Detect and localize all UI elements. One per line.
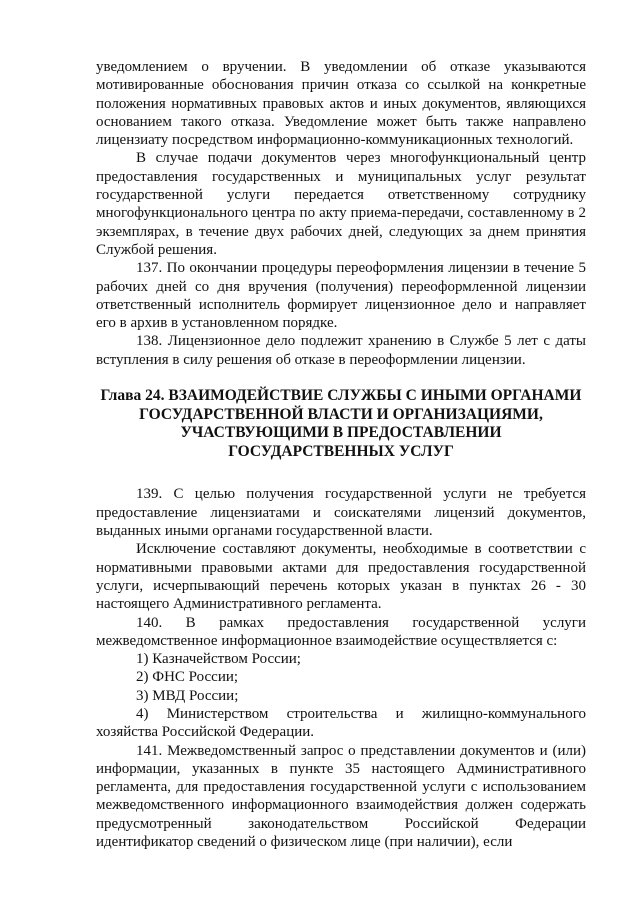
list-item-2: 2) ФНС России; xyxy=(136,669,239,686)
paragraph-140: 140. В рамках предоставления государственной услуги межведомственное информационное взаимодействие осуществляется с: xyxy=(96,614,586,649)
paragraph-137: 137. По окончании процедуры переоформления лицензии в течение 5 рабочих дней со дня вручения (получения) переоформленной лицензии ответственный исполнитель формирует лицензионное дело и направляет его в архив в установленном порядке. xyxy=(96,260,586,332)
chapter-heading: Глава 24. ВЗАИМОДЕЙСТВИЕ СЛУЖБЫ С ИНЫМИ ОРГАНАМИ ГОСУДАРСТВЕННОЙ ВЛАСТИ И ОРГАНИЗАЦИЯМИ, УЧАСТВУЮЩИМИ В ПРЕДОСТАВЛЕНИИ ГОСУДАРСТВЕННЫХ УСЛУГ xyxy=(100,387,582,460)
paragraph-139: 139. С целью получения государственной услуги не требуется предоставление лицензиатами и соискателями лицензий документов, выданных иными органами государственной власти. xyxy=(96,486,586,540)
list-item-3: 3) МВД России; xyxy=(136,687,239,704)
paragraph-mfc: В случае подачи документов через многофункциональный центр предоставления государственных и муниципальных услуг результат государственной услуги передается ответственному сотруднику многофункционального центра по акту приема-передачи, составленному в 2 экземплярах, в течение двух рабочих дней, следующих за днем принятия Службой решения. xyxy=(96,150,586,258)
paragraph-139-exception: Исключение составляют документы, необходимые в соответствии с нормативными правовыми актами для предоставления государственной услуги, исчерпывающий перечень которых указан в пунктах 26 - 30 настоящего Административного регламента. xyxy=(96,541,586,613)
list-item-4: 4) Министерством строительства и жилищно-коммунального хозяйства Российской Федерации. xyxy=(96,705,586,741)
list-item-1: 1) Казначейством России; xyxy=(136,651,301,668)
paragraph-continuation: уведомлением о вручении. В уведомлении об отказе указываются мотивированные обоснования причин отказа со ссылкой на конкретные положения нормативных правовых актов и иных документов, являющихся основанием такого отказа. Уведомление может быть также направлено лицензиату посредством информационно-коммуникационных технологий. xyxy=(96,59,586,149)
paragraph-138: 138. Лицензионное дело подлежит хранению в Службе 5 лет с даты вступления в силу решения об отказе в переоформлении лицензии. xyxy=(96,333,586,368)
document-page xyxy=(96,58,586,851)
paragraph-141: 141. Межведомственный запрос о представлении документов и (или) информации, указанных в пункте 35 настоящего Административного регламента, для предоставления государственной услуги с использованием межведомственного информационного взаимодействия должен содержать предусмотренный законодательством Российской Федерации идентификатор сведений о физическом лице (при наличии), если xyxy=(96,742,586,851)
